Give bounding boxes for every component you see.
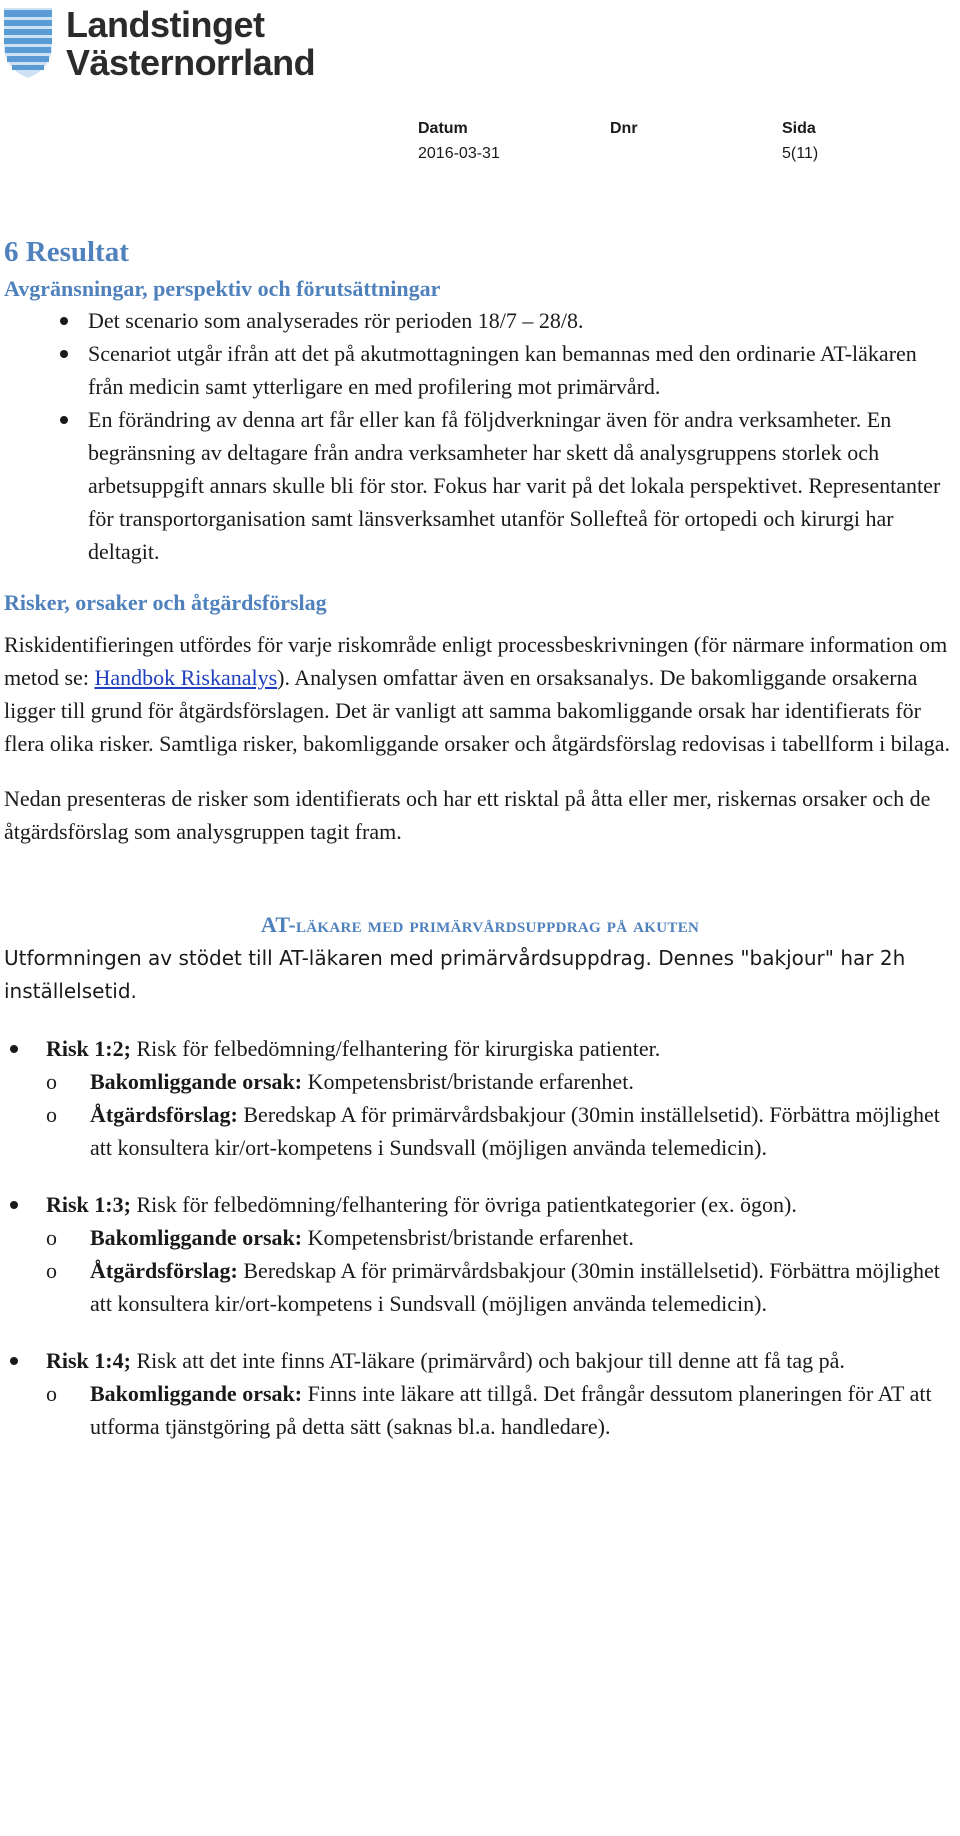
at-intro: Utformningen av stödet till AT-läkaren med primärvårdsuppdrag. Dennes "bakjour" har 2h inställelsetid. xyxy=(4,946,906,1003)
risks-paragraph-1 xyxy=(4,628,956,760)
logo-line-2: Västernorrland xyxy=(66,42,316,83)
logo xyxy=(0,4,315,82)
list-item: En förändring av denna art får eller kan få följdverkningar även för andra verksamheter. En begränsning av deltagare från andra verksamheter har skett då analysgruppens storlek och arbetsuppgift annars skulle bli för stor. Fokus har varit på det lokala perspektivet. Representanter för transportorganisation samt länsverksamhet utanför Sollefteå för ortopedi och kirurgi har deltagit. xyxy=(4,403,956,568)
action-label: Åtgärdsförslag: xyxy=(90,1258,238,1283)
action-label: Åtgärdsförslag: xyxy=(90,1102,238,1127)
action-text: Beredskap A för primärvårdsbakjour (30min inställelsetid). Förbättra möjlighet att konsultera kir/ort-kompetens i Sundsvall (möjligen använda telemedicin). xyxy=(90,1102,940,1160)
risk-cause xyxy=(4,1377,956,1443)
sub-bullet-marker: o xyxy=(46,1069,57,1094)
cause-text: Finns inte läkare att tillgå. Det frångår dessutom planeringen för AT att utforma tjänstgöring på detta sätt (saknas bl.a. handledare). xyxy=(90,1381,932,1439)
risk-text: Risk att det inte finns AT-läkare (primärvård) och bakjour till denne att få tag på. xyxy=(130,1348,845,1373)
cause-text: Kompetensbrist/bristande erfarenhet. xyxy=(302,1069,634,1094)
risk-item xyxy=(4,1344,956,1377)
cause-label: Bakomliggande orsak: xyxy=(90,1381,303,1406)
risks-paragraph-1-end: ). Analysen omfattar även en orsaksanalys. De bakomliggande orsakerna ligger till grund för åtgärdsförslagen. Det är vanligt att samma bakomliggande orsak har identifierats för flera olika risker. Samtliga risker, bakomliggande orsaker och åtgärdsförslag redovisas i tabellform i bilaga. xyxy=(4,665,951,756)
sida-label: Sida xyxy=(782,120,816,137)
risk-text: Risk för felbedömning/felhantering för kirurgiska patienter. xyxy=(130,1036,661,1061)
logo-line-1: Landstinget xyxy=(66,4,265,45)
risk-action xyxy=(4,1098,956,1164)
dnr-value xyxy=(610,141,782,166)
county-shield-icon xyxy=(0,4,56,80)
risk-text: Risk för felbedömning/felhantering för övriga patientkategorier (ex. ögon). xyxy=(130,1192,797,1217)
scope-heading: Avgränsningar, perspektiv och förutsättningar xyxy=(4,276,441,301)
sub-bullet-marker: o xyxy=(46,1381,57,1406)
cause-label: Bakomliggande orsak: xyxy=(90,1225,303,1250)
sub-bullet-marker: o xyxy=(46,1258,57,1283)
risks-heading: Risker, orsaker och åtgärdsförslag xyxy=(4,590,327,615)
dnr-label: Dnr xyxy=(610,120,638,137)
document-body xyxy=(4,230,956,1443)
risk-label: Risk 1:2; xyxy=(46,1036,131,1061)
risk-item xyxy=(4,1188,956,1221)
risk-cause xyxy=(4,1065,956,1098)
risk-label: Risk 1:4; xyxy=(46,1348,131,1373)
risk-label: Risk 1:3; xyxy=(46,1192,131,1217)
sub-bullet-marker: o xyxy=(46,1225,57,1250)
list-item: Scenariot utgår ifrån att det på akutmottagningen kan bemannas med den ordinarie AT-läkaren från medicin samt ytterligare en med profilering mot primärvård. xyxy=(4,337,956,403)
risks-paragraph-1-start: Riskidentifieringen utfördes för varje riskområde enligt processbeskrivningen (för närmare information om metod se: xyxy=(4,632,948,690)
action-text: Beredskap A för primärvårdsbakjour (30min inställelsetid). Förbättra möjlighet att konsultera kir/ort-kompetens i Sundsvall (möjligen använda telemedicin). xyxy=(90,1258,940,1316)
cause-text: Kompetensbrist/bristande erfarenhet. xyxy=(302,1225,634,1250)
section-title: 6 Resultat xyxy=(4,236,129,268)
risk-action xyxy=(4,1254,956,1320)
risk-cause xyxy=(4,1221,956,1254)
datum-value: 2016-03-31 xyxy=(418,145,500,162)
risks-paragraph-2: Nedan presenteras de risker som identifierats och har ett risktal på åtta eller mer, riskernas orsaker och de åtgärdsförslag som analysgruppen tagit fram. xyxy=(4,786,931,844)
sub-bullet-marker: o xyxy=(46,1102,57,1127)
sida-value: 5(11) xyxy=(782,145,819,162)
scope-bullet-list xyxy=(4,304,956,568)
risk-item xyxy=(4,1032,956,1065)
list-item: Det scenario som analyserades rör perioden 18/7 – 28/8. xyxy=(4,304,956,337)
at-heading: AT-läkare med primärvårdsuppdrag på akuten xyxy=(260,912,700,937)
cause-label: Bakomliggande orsak: xyxy=(90,1069,303,1094)
handbok-riskanalys-link[interactable]: Handbok Riskanalys xyxy=(94,665,278,690)
document-meta xyxy=(418,116,862,166)
datum-label: Datum xyxy=(418,120,468,137)
